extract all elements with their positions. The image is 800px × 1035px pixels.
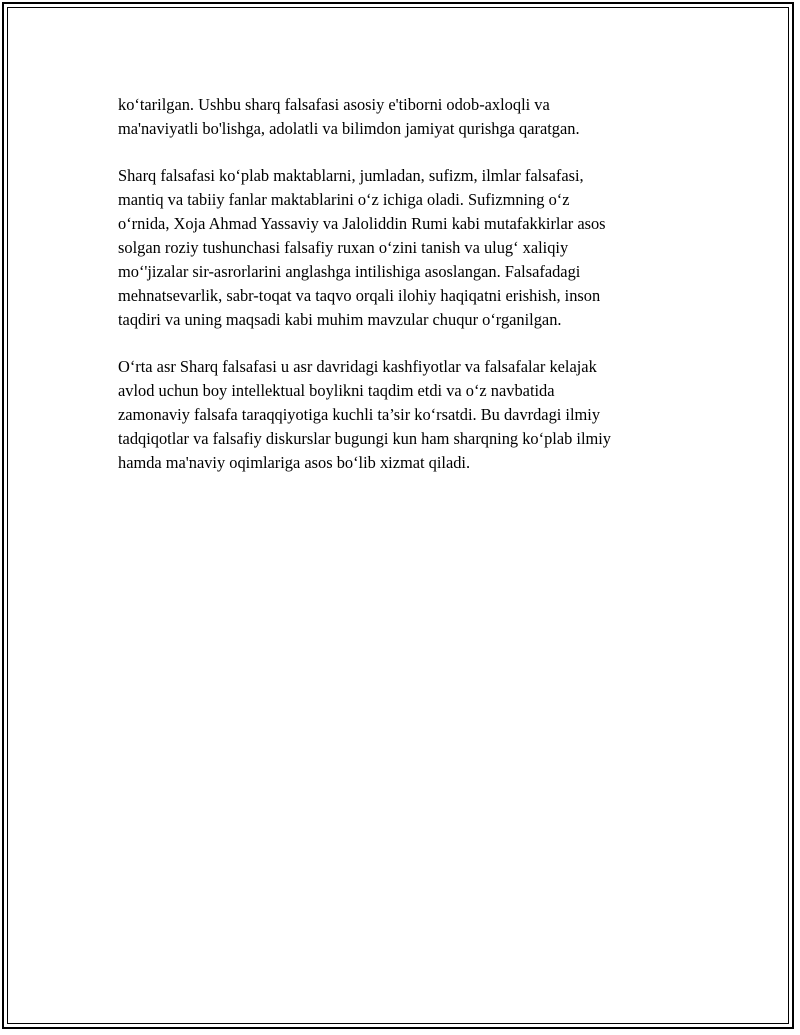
paragraph-line: hamda ma'naviy oqimlariga asos bo‘lib xizmat qiladi. xyxy=(118,453,471,472)
document-body xyxy=(118,93,688,498)
paragraph-line: avlod uchun boy intellektual boylikni taqdim etdi va o‘z navbatida xyxy=(118,381,555,400)
paragraph-line: o‘rnida, Xoja Ahmad Yassaviy va Jaloliddin Rumi kabi mutafakkirlar asos xyxy=(118,214,606,233)
paragraph-line: ko‘tarilgan. Ushbu sharq falsafasi asosiy e'tiborni odob-axloqli va xyxy=(118,95,550,114)
paragraph-line: taqdiri va uning maqsadi kabi muhim mavzular chuqur o‘rganilgan. xyxy=(118,310,562,329)
paragraph-2 xyxy=(118,164,688,332)
paragraph-line: zamonaviy falsafa taraqqiyotiga kuchli ta’sir ko‘rsatdi. Bu davrdagi ilmiy xyxy=(118,405,601,424)
paragraph-line: ma'naviyatli bo'lishga, adolatli va bilimdon jamiyat qurishga qaratgan. xyxy=(118,119,580,138)
paragraph-line: mo‘'jizalar sir-asrorlarini anglashga intilishiga asoslangan. Falsafadagi xyxy=(118,262,581,281)
paragraph-line: solgan roziy tushunchasi falsafiy ruxan o‘zini tanish va ulug‘ xaliqiy xyxy=(118,238,569,257)
paragraph-line: O‘rta asr Sharq falsafasi u asr davridagi kashfiyotlar va falsafalar kelajak xyxy=(118,357,597,376)
paragraph-line: mantiq va tabiiy fanlar maktablarini o‘z ichiga oladi. Sufizmning o‘z xyxy=(118,190,570,209)
paragraph-3 xyxy=(118,355,688,475)
paragraph-line: mehnatsevarlik, sabr-toqat va taqvo orqali ilohiy haqiqatni erishish, inson xyxy=(118,286,601,305)
paragraph-1 xyxy=(118,93,688,141)
paragraph-line: Sharq falsafasi ko‘plab maktablarni, jumladan, sufizm, ilmlar falsafasi, xyxy=(118,166,584,185)
paragraph-line: tadqiqotlar va falsafiy diskurslar bugungi kun ham sharqning ko‘plab ilmiy xyxy=(118,429,611,448)
